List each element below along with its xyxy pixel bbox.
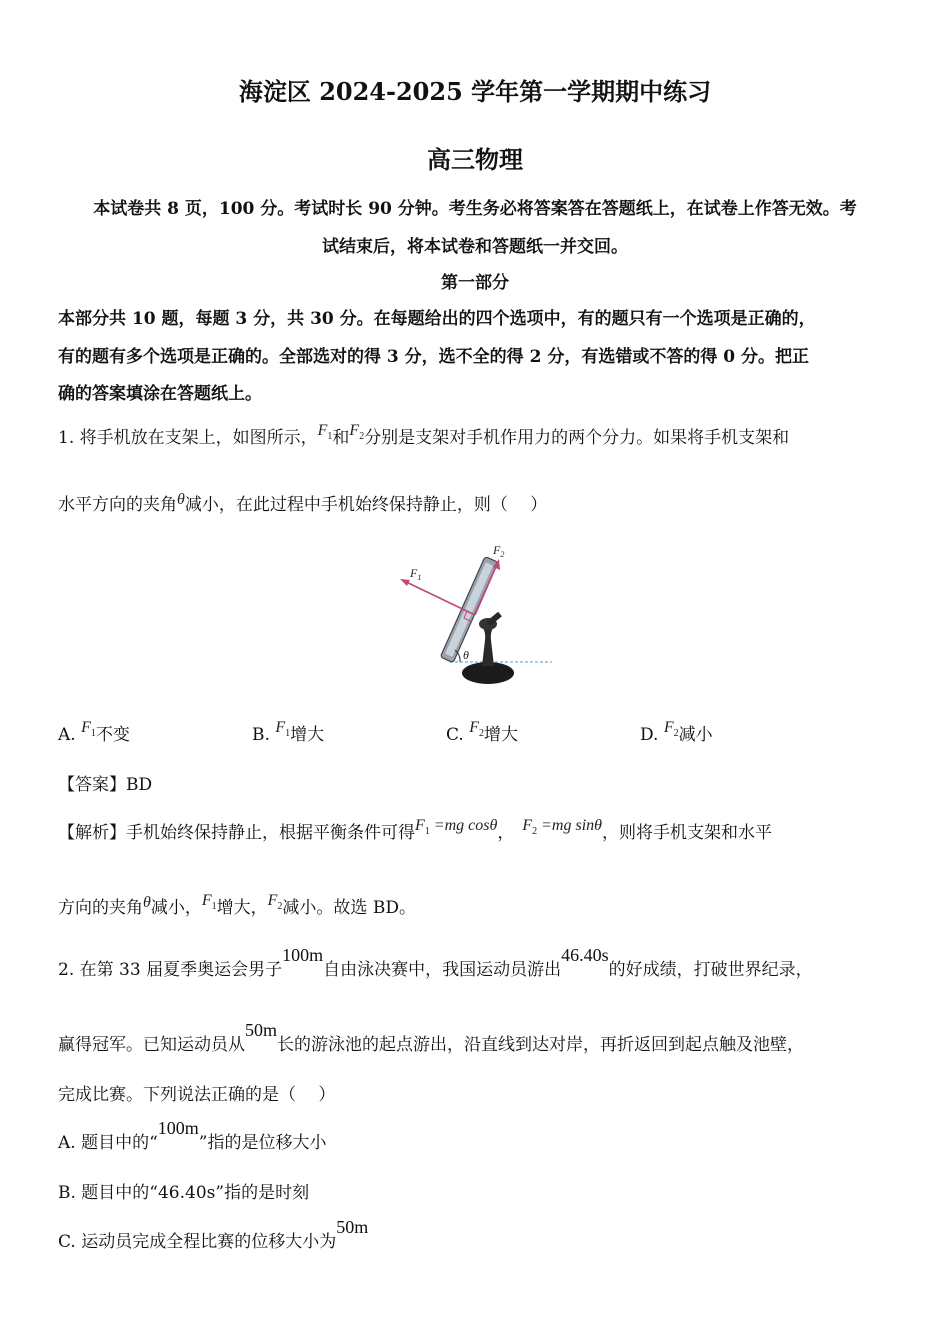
notice-line-2: 试结束后，将本试卷和答题纸一并交回。 [322,237,628,257]
q1-option-b[interactable]: B. $F_1$增大 [252,719,325,745]
eq-f1: $F_1 =mg$ cosθ [415,817,498,838]
question-1-stem [58,423,789,450]
q1-f1-symbol: $F_1$ [317,422,333,443]
q1-option-d[interactable]: D. $F_2$减小 [640,719,713,745]
q1-explanation-2: 方向的夹角θ减小，$F_1$增大，$F_2$减小。故选 BD。 [58,892,416,918]
f2-label: $F_2$ [493,543,505,559]
value-46-40s: 46.40s [561,945,609,965]
notice-line-1: 本试卷共 8 页，100 分。考试时长 90 分钟。考生务必将答案答在答题纸上，在试卷上作答无效。考 [93,199,857,219]
q1-option-c[interactable]: C. $F_2$增大 [446,719,518,745]
exam-title: 海淀区 2024-2025 学年第一学期期中练习 [238,77,712,106]
subject-title: 高三物理 [427,145,523,174]
q1-option-a[interactable]: A. $F_1$不变 [58,719,130,745]
question-2-line-3: 完成比赛。下列说法正确的是（ ） [58,1085,336,1105]
instruction-line-1: 本部分共 10 题，每题 3 分，共 30 分。在每题给出的四个选项中，有的题只有一个选项是正确的， [58,309,816,329]
q2-option-c[interactable]: C. 运动员完成全程比赛的位移大小为50m [58,1217,369,1252]
question-2-line-2: 赢得冠军。已知运动员从50m长的游泳池的起点游出，沿直线到达对岸，再折返回到起点触及池壁， [58,1020,805,1055]
value-50m: 50m [245,1020,278,1040]
q1-explanation-1: 【解析】手机始终保持静止，根据平衡条件可得$F_1 =mg$ cosθ， $F_2 =mg$ sinθ，则将手机支架和水平 [58,817,772,843]
q2-option-a[interactable]: A. 题目中的“100m”指的是位移大小 [58,1118,327,1153]
q1-f2-symbol: $F_2$ [349,422,365,443]
stand-arm [488,614,500,624]
instruction-line-2: 有的题有多个选项是正确的。全部选对的得 3 分，选不全的得 2 分，有选错或不答的得 0 分。把正 [58,347,809,367]
f1-arrow [402,580,475,615]
phone-stand-figure [390,540,560,690]
instruction-line-3: 确的答案填涂在答题纸上。 [58,384,262,404]
q1-text-b: 分别是支架对手机作用力的两个分力。如果将手机支架和 [364,428,790,448]
stand-pole [482,626,494,666]
value-100m: 100m [282,945,324,965]
q1-text-a: 1. 将手机放在支架上，如图所示， [58,428,318,448]
f1-arrowhead [400,579,410,586]
q1-text-c: 水平方向的夹角 [58,495,177,515]
q1-theta-symbol: θ [177,491,185,508]
q1-and: 和 [332,428,350,448]
question-2-line-1: 2. 在第 33 届夏季奥运会男子100m自由泳决赛中，我国运动员游出46.40s的好成绩，打破世界纪录， [58,945,813,980]
part-title: 第一部分 [441,273,509,293]
eq-f2: $F_2 =mg$ sinθ [522,817,602,838]
question-1-stem-2 [58,490,547,515]
f1-label: $F_1$ [410,566,422,582]
q1-text-d: 减小，在此过程中手机始终保持静止，则（ ） [184,495,548,515]
theta-label: θ [463,648,469,662]
q2-option-b[interactable]: B. 题目中的“46.40s”指的是时刻 [58,1183,310,1203]
q1-answer: 【答案】BD [58,775,153,795]
